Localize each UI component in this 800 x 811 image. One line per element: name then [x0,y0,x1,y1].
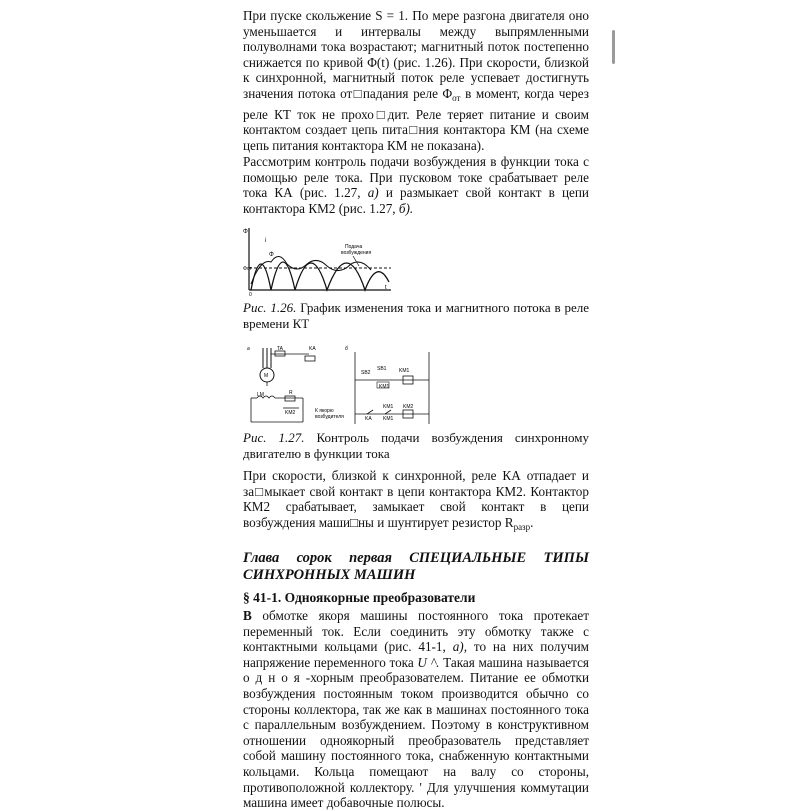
label-km1-top: KM1 [399,368,410,374]
figure-1-26-caption: Рис. 1.26. График изменения тока и магнитного потока в реле времени КТ [243,300,589,331]
label-km1-coil: KM1 [379,384,390,390]
axis-label-t: t [385,285,387,291]
figure-1-26 [243,224,393,299]
label-ka-contact: KA [365,416,372,422]
subfigure-a-label: а [247,346,250,352]
axis-label-phi: Φ [243,229,248,235]
label-k-yakoryu: К якорю [315,408,334,414]
label-ka: KA [309,346,316,352]
label-km1-bottom: KM1 [383,416,394,422]
label-r: R [289,390,293,396]
figure-1-27 [243,342,443,431]
annotation-podacha: Подача [345,244,363,250]
label-lm: LM [257,392,264,398]
excitation-control-circuit [243,342,443,426]
label-ta: TA [277,346,284,352]
label-km2-coil: KM2 [403,404,414,410]
paragraph-3: При скорости, близкой к синхронной, реле КА отпадает и за□мыкает свой контакт в цепи контактора КМ2. Контактор КМ2 срабатывает, замыкает свой контакт в цепи возбуждения маши□ны и шунтирует резистор $R_{разр}$. [243,468,589,532]
paragraph-2: Рассмотрим контроль подачи возбуждения в функции тока с помощью реле тока. При пусковом токе срабатывает реле тока КА (рис. 1.27, а) и размыкает свой контакт в цепи контактора КМ2 (рис. 1.27, б). [243,154,589,216]
chapter-title: Глава сорок первая СПЕЦИАЛЬНЫЕ ТИПЫ СИНХРОННЫХ МАШИН [243,550,589,583]
paragraph-1: При пуске скольжение S = 1. По мере разгона двигателя оно уменьшается и интервалы между выпрямленными полуволнами тока возрастают; магнитный поток постепенно снижается по кривой Φ(t) (рис. 1.26). При скорости, близкой к синхронной, магнитный поток реле успевает достигнуть значения потока от□падания реле $\Phi_{от}$ в момент, когда через реле КТ ток не прохо□дит. Реле теряет питание и своим контактом создает цепь пита□ния контактора КМ (на схеме цепь питания контактора КМ не показана). [243,8,589,153]
figure-1-27-caption: Рис. 1.27. Контроль подачи возбуждения синхронному двигателю в функции тока [243,430,589,461]
axis-origin-label: 0 [249,292,252,298]
motor-label: М [264,373,269,379]
current-flux-graph [243,224,393,298]
annotation-vozbuzhdeniya: возбуждения [341,250,372,256]
label-sb1: SB1 [377,366,387,372]
curve-label-i: i [265,238,267,244]
axis-label-phi-ot: Φот [243,266,252,272]
paragraph-4: В обмотке якоря машины постоянного тока протекает переменный ток. Если соединить эту обмотку также с контактными кольцами (рис. 41-1, а), то на них получим напряжение переменного тока U ^. Такая машина называется о д н о я -хорным преобразователем. Питание ее обмотки возбуждения постоянным током производится обычно со стороны коллектора, так же как в машинах постоянного тока с параллельным возбуждением. Поэтому в конструктивном отношении одноякорный преобразователь представляет собой машину постоянного тока, снабженную контактными кольцами. Кольца помещают на валу со стороны, противоположной коллектору. ' Для улучшения коммутации машина имеет добавочные полюсы. [243,608,589,811]
subfigure-b-label: б [345,346,348,352]
label-km1-contact: KM1 [383,404,394,410]
curve-label-phi: Φ [269,252,274,258]
label-sb2: SB2 [361,370,371,376]
label-km2-contact: KM2 [285,410,296,416]
section-title: § 41-1. Одноякорные преобразователи [243,590,476,605]
scrollbar[interactable] [612,30,615,64]
label-vozbuditelya: возбудителя [315,414,344,420]
